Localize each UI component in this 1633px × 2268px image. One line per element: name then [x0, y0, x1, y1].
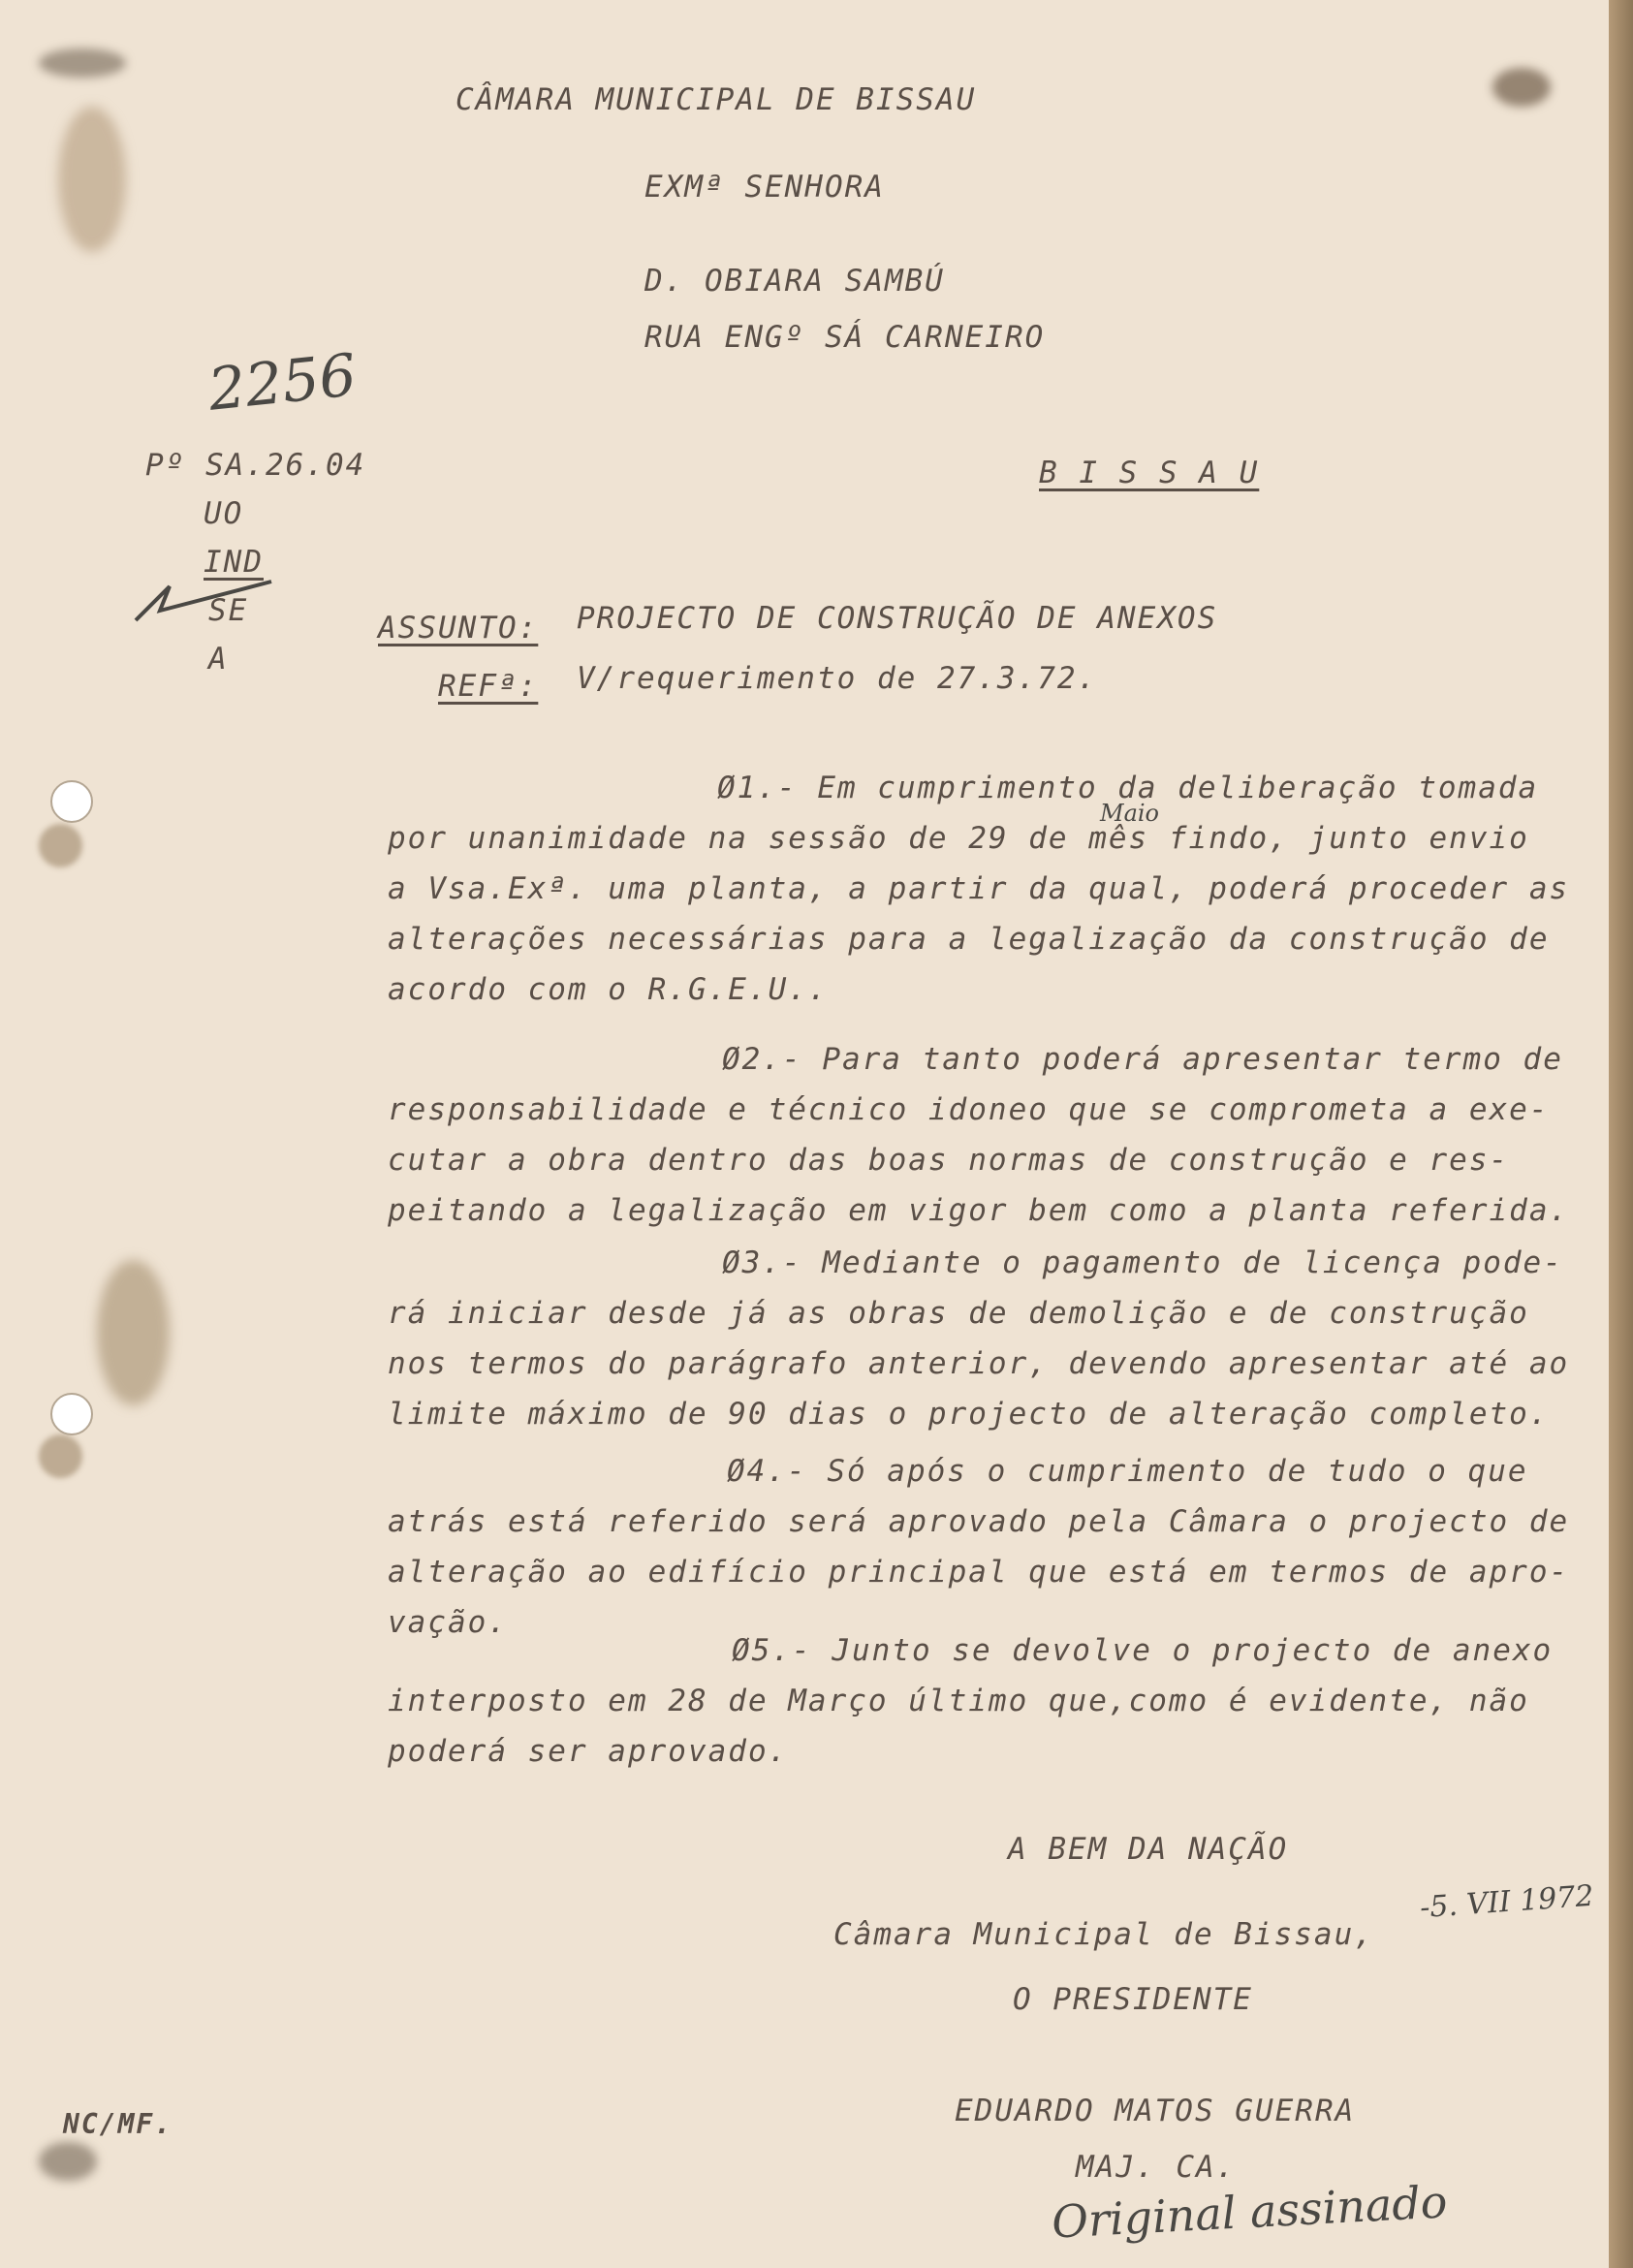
margin-check-mark: [131, 572, 276, 630]
body-line: peitando a legalização em vigor bem como a planta referida.: [388, 1193, 1570, 1228]
paragraph-2: [388, 1042, 1570, 1244]
body-line: cutar a obra dentro das boas normas de construção e res-: [388, 1143, 1510, 1178]
ref-label: REFª:: [438, 669, 539, 704]
body-line: limite máximo de 90 dias o projecto de alteração completo.: [388, 1397, 1550, 1432]
stain: [39, 2142, 97, 2181]
stain: [39, 824, 82, 867]
margin-code: IND: [204, 545, 264, 580]
salutation: EXMª SENHORA: [644, 170, 885, 205]
margin-code: A: [208, 642, 229, 677]
punch-hole: [50, 780, 93, 823]
body-line: Ø5.- Junto se devolve o projecto de anexo: [732, 1633, 1554, 1668]
punch-hole: [50, 1393, 93, 1435]
body-line: a Vsa.Exª. uma planta, a partir da qual, poderá proceder as: [388, 871, 1570, 906]
body-line: poderá ser aprovado.: [388, 1734, 789, 1769]
body-line: rá iniciar desde já as obras de demolição e de construção: [388, 1296, 1529, 1331]
stain: [39, 1434, 82, 1478]
stain: [1492, 68, 1551, 107]
paper-edge: [1609, 0, 1633, 2268]
handwritten-date: -5. VII 1972: [1418, 1878, 1595, 1926]
closing-role: O PRESIDENTE: [1013, 1982, 1253, 2017]
margin-code: UO: [204, 496, 244, 531]
signatory-rank: MAJ. CA.: [1076, 2150, 1237, 2185]
body-line: responsabilidade e técnico idoneo que se comprometa a exe-: [388, 1092, 1550, 1127]
body-line: por unanimidade na sessão de 29 de mês findo, junto envio: [388, 821, 1529, 856]
closing-motto: A BEM DA NAÇÃO: [1008, 1832, 1289, 1867]
handwritten-correction: Maio: [1100, 800, 1160, 827]
stain: [97, 1260, 170, 1405]
signatory-name: EDUARDO MATOS GUERRA: [955, 2094, 1356, 2128]
addressee-city: B I S S A U: [1039, 456, 1260, 490]
typist-initials: NC/MF.: [63, 2108, 173, 2140]
body-line: interposto em 28 de Março último que,como é evidente, não: [388, 1684, 1529, 1718]
body-line: Ø4.- Só após o cumprimento de tudo o que: [727, 1454, 1528, 1489]
body-line: atrás está referido será aprovado pela Câmara o projecto de: [388, 1504, 1570, 1539]
margin-code: Pº SA.26.04: [145, 448, 366, 483]
paragraph-1: [388, 771, 1570, 1023]
body-line: nos termos do parágrafo anterior, devendo apresentar até ao: [388, 1346, 1570, 1381]
assunto-text: PROJECTO DE CONSTRUÇÃO DE ANEXOS: [577, 601, 1218, 636]
file-number: 2256: [204, 341, 360, 425]
institution-name: CÂMARA MUNICIPAL DE BISSAU: [455, 82, 977, 117]
body-line: Ø3.- Mediante o pagamento de licença pode-: [722, 1245, 1563, 1280]
ref-text: V/requerimento de 27.3.72.: [577, 661, 1098, 696]
paragraph-5: [388, 1633, 1554, 1784]
body-line: alteração ao edifício principal que está em termos de apro-: [388, 1555, 1570, 1590]
body-line: vação.: [388, 1605, 508, 1640]
original-signed-note: Original assinado: [1050, 2175, 1449, 2249]
assunto-label: ASSUNTO:: [378, 611, 539, 646]
body-line: Ø2.- Para tanto poderá apresentar termo de: [722, 1042, 1563, 1077]
paragraph-3: [388, 1245, 1570, 1447]
margin-code: SE: [208, 593, 249, 628]
stain: [58, 107, 126, 252]
closing-body: Câmara Municipal de Bissau,: [833, 1917, 1374, 1952]
body-line: acordo com o R.G.E.U..: [388, 972, 829, 1007]
stain: [39, 48, 126, 78]
paragraph-4: [388, 1454, 1570, 1655]
addressee-name: D. OBIARA SAMBÚ: [644, 264, 945, 299]
addressee-street: RUA ENGº SÁ CARNEIRO: [644, 320, 1046, 355]
body-line: alterações necessárias para a legalização da construção de: [388, 922, 1550, 957]
body-line: Ø1.- Em cumprimento da deliberação tomada: [717, 771, 1539, 805]
